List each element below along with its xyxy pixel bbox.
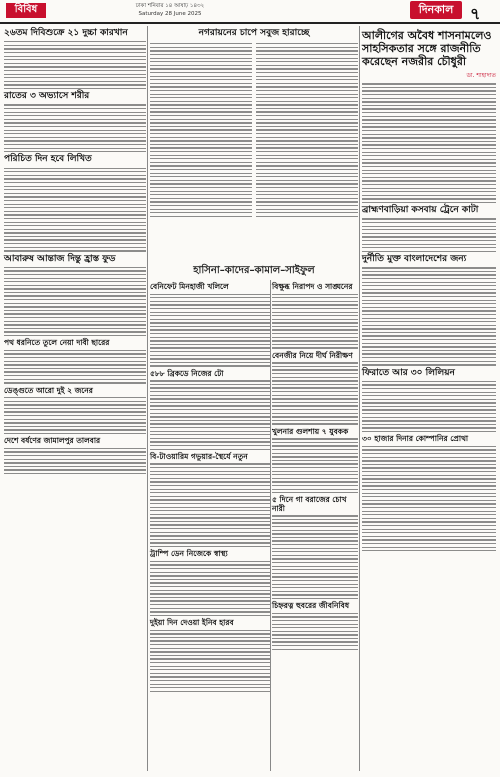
top-center-article [150, 26, 358, 219]
page-number: ৭ [470, 4, 481, 23]
article-text [362, 267, 496, 365]
article-text [362, 446, 496, 552]
article-text [150, 630, 270, 692]
article-text [4, 267, 146, 337]
article-text [150, 561, 270, 616]
article-text [272, 362, 358, 424]
headline: ডেঙ্গুতে আরো দুই ২ জনের [4, 385, 93, 395]
headline: খুলনার গুলশায় ৭ যুবকক [272, 426, 349, 436]
column-rule [359, 26, 360, 771]
headline: নগরায়নের চাপে সবুজ হারাচ্ছে [198, 28, 310, 38]
article-text [362, 218, 496, 252]
date-block [110, 2, 230, 18]
headline: ৩০ হাজার দিনার কোম্পানির প্রোথা [362, 434, 469, 444]
article-text [4, 397, 146, 434]
column-rule [270, 280, 271, 771]
column-3 [272, 280, 358, 652]
section-tag: বিবিধ [6, 3, 46, 18]
article-text [150, 463, 270, 547]
headline: ৫ দিনে গা বরাজের চোখ নারী [272, 495, 347, 513]
article-text [256, 41, 358, 219]
article-text [4, 41, 146, 89]
headline: দুইয়া দিন দেওয়া ইনিব হারব [150, 618, 234, 628]
center-headline: হাসিনা–কাদের–কামাল–সাইফুল [193, 265, 315, 276]
article-text [150, 380, 270, 450]
article-text [272, 613, 358, 650]
headline: ২৬তম দিবিশুক্রে ২১ দুচ্চা কারখান [4, 28, 128, 38]
headline: চিহ্নরত্ন হুবরের জীবনিবিধ [272, 601, 350, 611]
article-text [150, 41, 252, 219]
date-bangla: ঢাকা শনিবার ১৪ আষাঢ় ১৪৩২ [135, 3, 205, 9]
headline: ফিরাতে আর ৩০ লিলিয়ন [362, 367, 455, 378]
article-text [150, 294, 270, 367]
headline: বেনজীর নিয়ে দীর্ঘ নিরীক্ষণ [272, 350, 353, 360]
headline: পরিচিত দিন হবে লিখিত [4, 154, 92, 165]
headline: পথ ধরনিতে তুলে নেয়া দাবী ছারের [4, 338, 110, 348]
headline: দেশে বর্ষণের জামালপুর তালবার [4, 436, 101, 446]
newspaper-logo: দিনকাল [410, 1, 462, 19]
headline: রাতের ৩ অভ্যাসে শরীর [4, 91, 90, 102]
date-english: Saturday 28 June 2025 [138, 11, 202, 17]
headline: আবারুষ আন্তাজ দিন্তু হ্রাস্ত ফুড [4, 253, 116, 264]
headline: বিক্ষুব্ধ নিরাপদ ও সাঙ্ঘনের [272, 282, 353, 291]
article-text [272, 438, 358, 493]
article-text [362, 83, 496, 203]
headline: দুর্নীতি মুক্ত বাংলাদেশের জন্য [362, 254, 467, 265]
column-4 [362, 26, 496, 554]
article-text [362, 381, 496, 433]
headline: বেনিফেট মিনহাজী খলিলে [150, 282, 229, 291]
article-text [4, 448, 146, 474]
column-1 [4, 26, 146, 477]
headline: ৫৮৮ ব্রিকডে নিজের টো [150, 368, 224, 378]
headline: বি-টাওয়ারিম গভুয়ার-স্থৈর্যে নতুন [150, 451, 248, 461]
article-text [4, 350, 146, 384]
masthead [0, 0, 500, 24]
column-2 [150, 280, 270, 694]
byline: ডা. শাহাদাত [466, 72, 496, 79]
article-text [4, 168, 146, 252]
article-text [272, 294, 358, 349]
column-rule [147, 26, 148, 771]
article-text [272, 515, 358, 599]
headline: ট্রাম্পি ডেন নিজেকে স্বাস্থ্য [150, 549, 228, 559]
lead-headline: আলীগের অবৈধ শাসনামলেও সাহসিকতার সঙ্গে রাজনীতি করেছেন নজরীর চৌধুরী [362, 29, 492, 68]
headline: ব্রাহ্মণবাড়িয়া কসবায় ট্রেনে কাটা [362, 205, 479, 216]
article-text [4, 104, 146, 152]
